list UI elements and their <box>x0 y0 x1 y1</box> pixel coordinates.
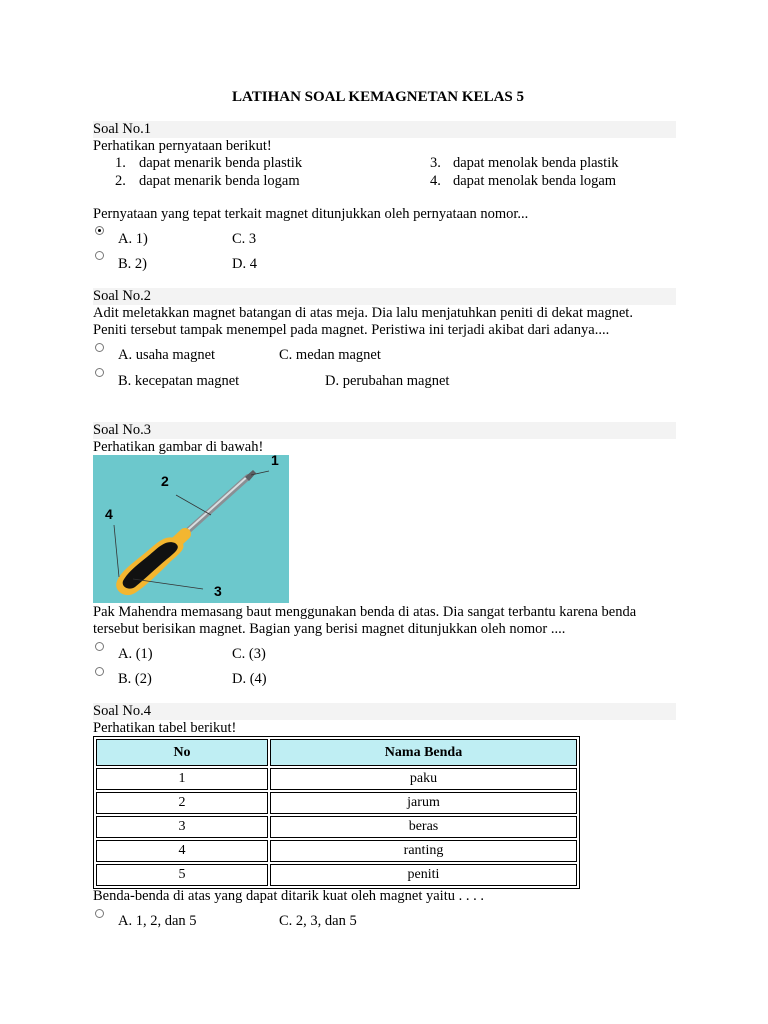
q2-option-c[interactable]: C. medan magnet <box>279 347 381 363</box>
q1-question: Pernyataan yang tepat terkait magnet ditunjukkan oleh pernyataan nomor... <box>93 206 529 222</box>
figure-label-4: 4 <box>105 506 113 522</box>
screwdriver-illustration <box>93 455 289 603</box>
q2-option-b[interactable]: B. kecepatan magnet <box>118 373 240 389</box>
q2-option-d[interactable]: D. perubahan magnet <box>325 373 450 389</box>
q4-option-c[interactable]: C. 2, 3, dan 5 <box>279 913 357 929</box>
q4-heading: Soal No.4 <box>93 703 151 719</box>
q2-heading-band <box>93 288 676 305</box>
q3-heading: Soal No.3 <box>93 422 151 438</box>
q1-statement-num: 4. <box>430 173 441 189</box>
page-title: LATIHAN SOAL KEMAGNETAN KELAS 5 <box>232 89 524 105</box>
q1-statement: dapat menarik benda plastik <box>139 155 303 171</box>
q4-option-a[interactable]: A. 1, 2, dan 5 <box>118 913 197 929</box>
q4-intro: Perhatikan tabel berikut! <box>93 720 237 736</box>
table-cell-name: ranting <box>270 840 577 862</box>
q1-option-b[interactable]: B. 2) <box>118 256 147 272</box>
q1-radio-b[interactable] <box>95 251 104 260</box>
figure-label-1: 1 <box>271 455 279 468</box>
figure-label-3: 3 <box>214 583 222 599</box>
q4-radio-a[interactable] <box>95 909 104 918</box>
table-cell-name: jarum <box>270 792 577 814</box>
table-header-row <box>96 739 577 766</box>
pointer-line-2 <box>176 495 211 515</box>
q2-text-line2: Peniti tersebut tampak menempel pada magnet. Peristiwa ini terjadi akibat dari adanya.... <box>93 322 610 338</box>
table-cell-no: 2 <box>96 792 268 814</box>
objects-table <box>93 736 580 889</box>
q4-heading-band <box>93 703 676 720</box>
q1-heading: Soal No.1 <box>93 121 151 137</box>
q2-radio-a[interactable] <box>95 343 104 352</box>
screwdriver-shaft-highlight <box>181 476 248 536</box>
q1-statement: dapat menolak benda logam <box>453 173 617 189</box>
table-header-name: Nama Benda <box>270 739 577 766</box>
table-cell-no: 5 <box>96 864 268 886</box>
q2-text-line1: Adit meletakkan magnet batangan di atas meja. Dia lalu menjatuhkan peniti di dekat magnet. <box>93 305 633 321</box>
q1-radio-a[interactable] <box>95 226 104 235</box>
table-row <box>96 768 577 790</box>
q1-statement-num: 3. <box>430 155 441 171</box>
q3-option-b[interactable]: B. (2) <box>118 671 152 687</box>
table-row <box>96 792 577 814</box>
q3-text-line1: Pak Mahendra memasang baut menggunakan benda di atas. Dia sangat terbantu karena benda <box>93 604 637 620</box>
table-row <box>96 816 577 838</box>
q3-heading-band <box>93 422 676 439</box>
table-cell-no: 1 <box>96 768 268 790</box>
q1-heading-band <box>93 121 676 138</box>
figure-label-2: 2 <box>161 473 169 489</box>
table-header-no: No <box>96 739 268 766</box>
q1-statement-num: 2. <box>115 173 126 189</box>
q1-option-c[interactable]: C. 3 <box>232 231 257 247</box>
q3-intro: Perhatikan gambar di bawah! <box>93 439 264 455</box>
table-cell-name: beras <box>270 816 577 838</box>
q1-option-a[interactable]: A. 1) <box>118 231 148 247</box>
table-cell-no: 4 <box>96 840 268 862</box>
q1-option-d[interactable]: D. 4 <box>232 256 257 272</box>
q2-heading: Soal No.2 <box>93 288 151 304</box>
table-cell-name: paku <box>270 768 577 790</box>
table-cell-name: peniti <box>270 864 577 886</box>
q1-intro: Perhatikan pernyataan berikut! <box>93 138 272 154</box>
q3-radio-b[interactable] <box>95 667 104 676</box>
table-row <box>96 864 577 886</box>
q3-text-line2: tersebut berisikan magnet. Bagian yang berisi magnet ditunjukkan oleh nomor .... <box>93 621 566 637</box>
q1-statement: dapat menarik benda logam <box>139 173 300 189</box>
q3-option-d[interactable]: D. (4) <box>232 671 267 687</box>
q3-radio-a[interactable] <box>95 642 104 651</box>
pointer-line-4 <box>114 525 119 577</box>
table-cell-no: 3 <box>96 816 268 838</box>
q3-option-a[interactable]: A. (1) <box>118 646 153 662</box>
q4-question: Benda-benda di atas yang dapat ditarik kuat oleh magnet yaitu . . . . <box>93 888 484 904</box>
q1-statement-num: 1. <box>115 155 126 171</box>
q2-option-a[interactable]: A. usaha magnet <box>118 347 216 363</box>
screwdriver-figure <box>93 455 289 603</box>
q3-option-c[interactable]: C. (3) <box>232 646 266 662</box>
table-row <box>96 840 577 862</box>
q1-statement: dapat menolak benda plastik <box>453 155 619 171</box>
q2-radio-b[interactable] <box>95 368 104 377</box>
